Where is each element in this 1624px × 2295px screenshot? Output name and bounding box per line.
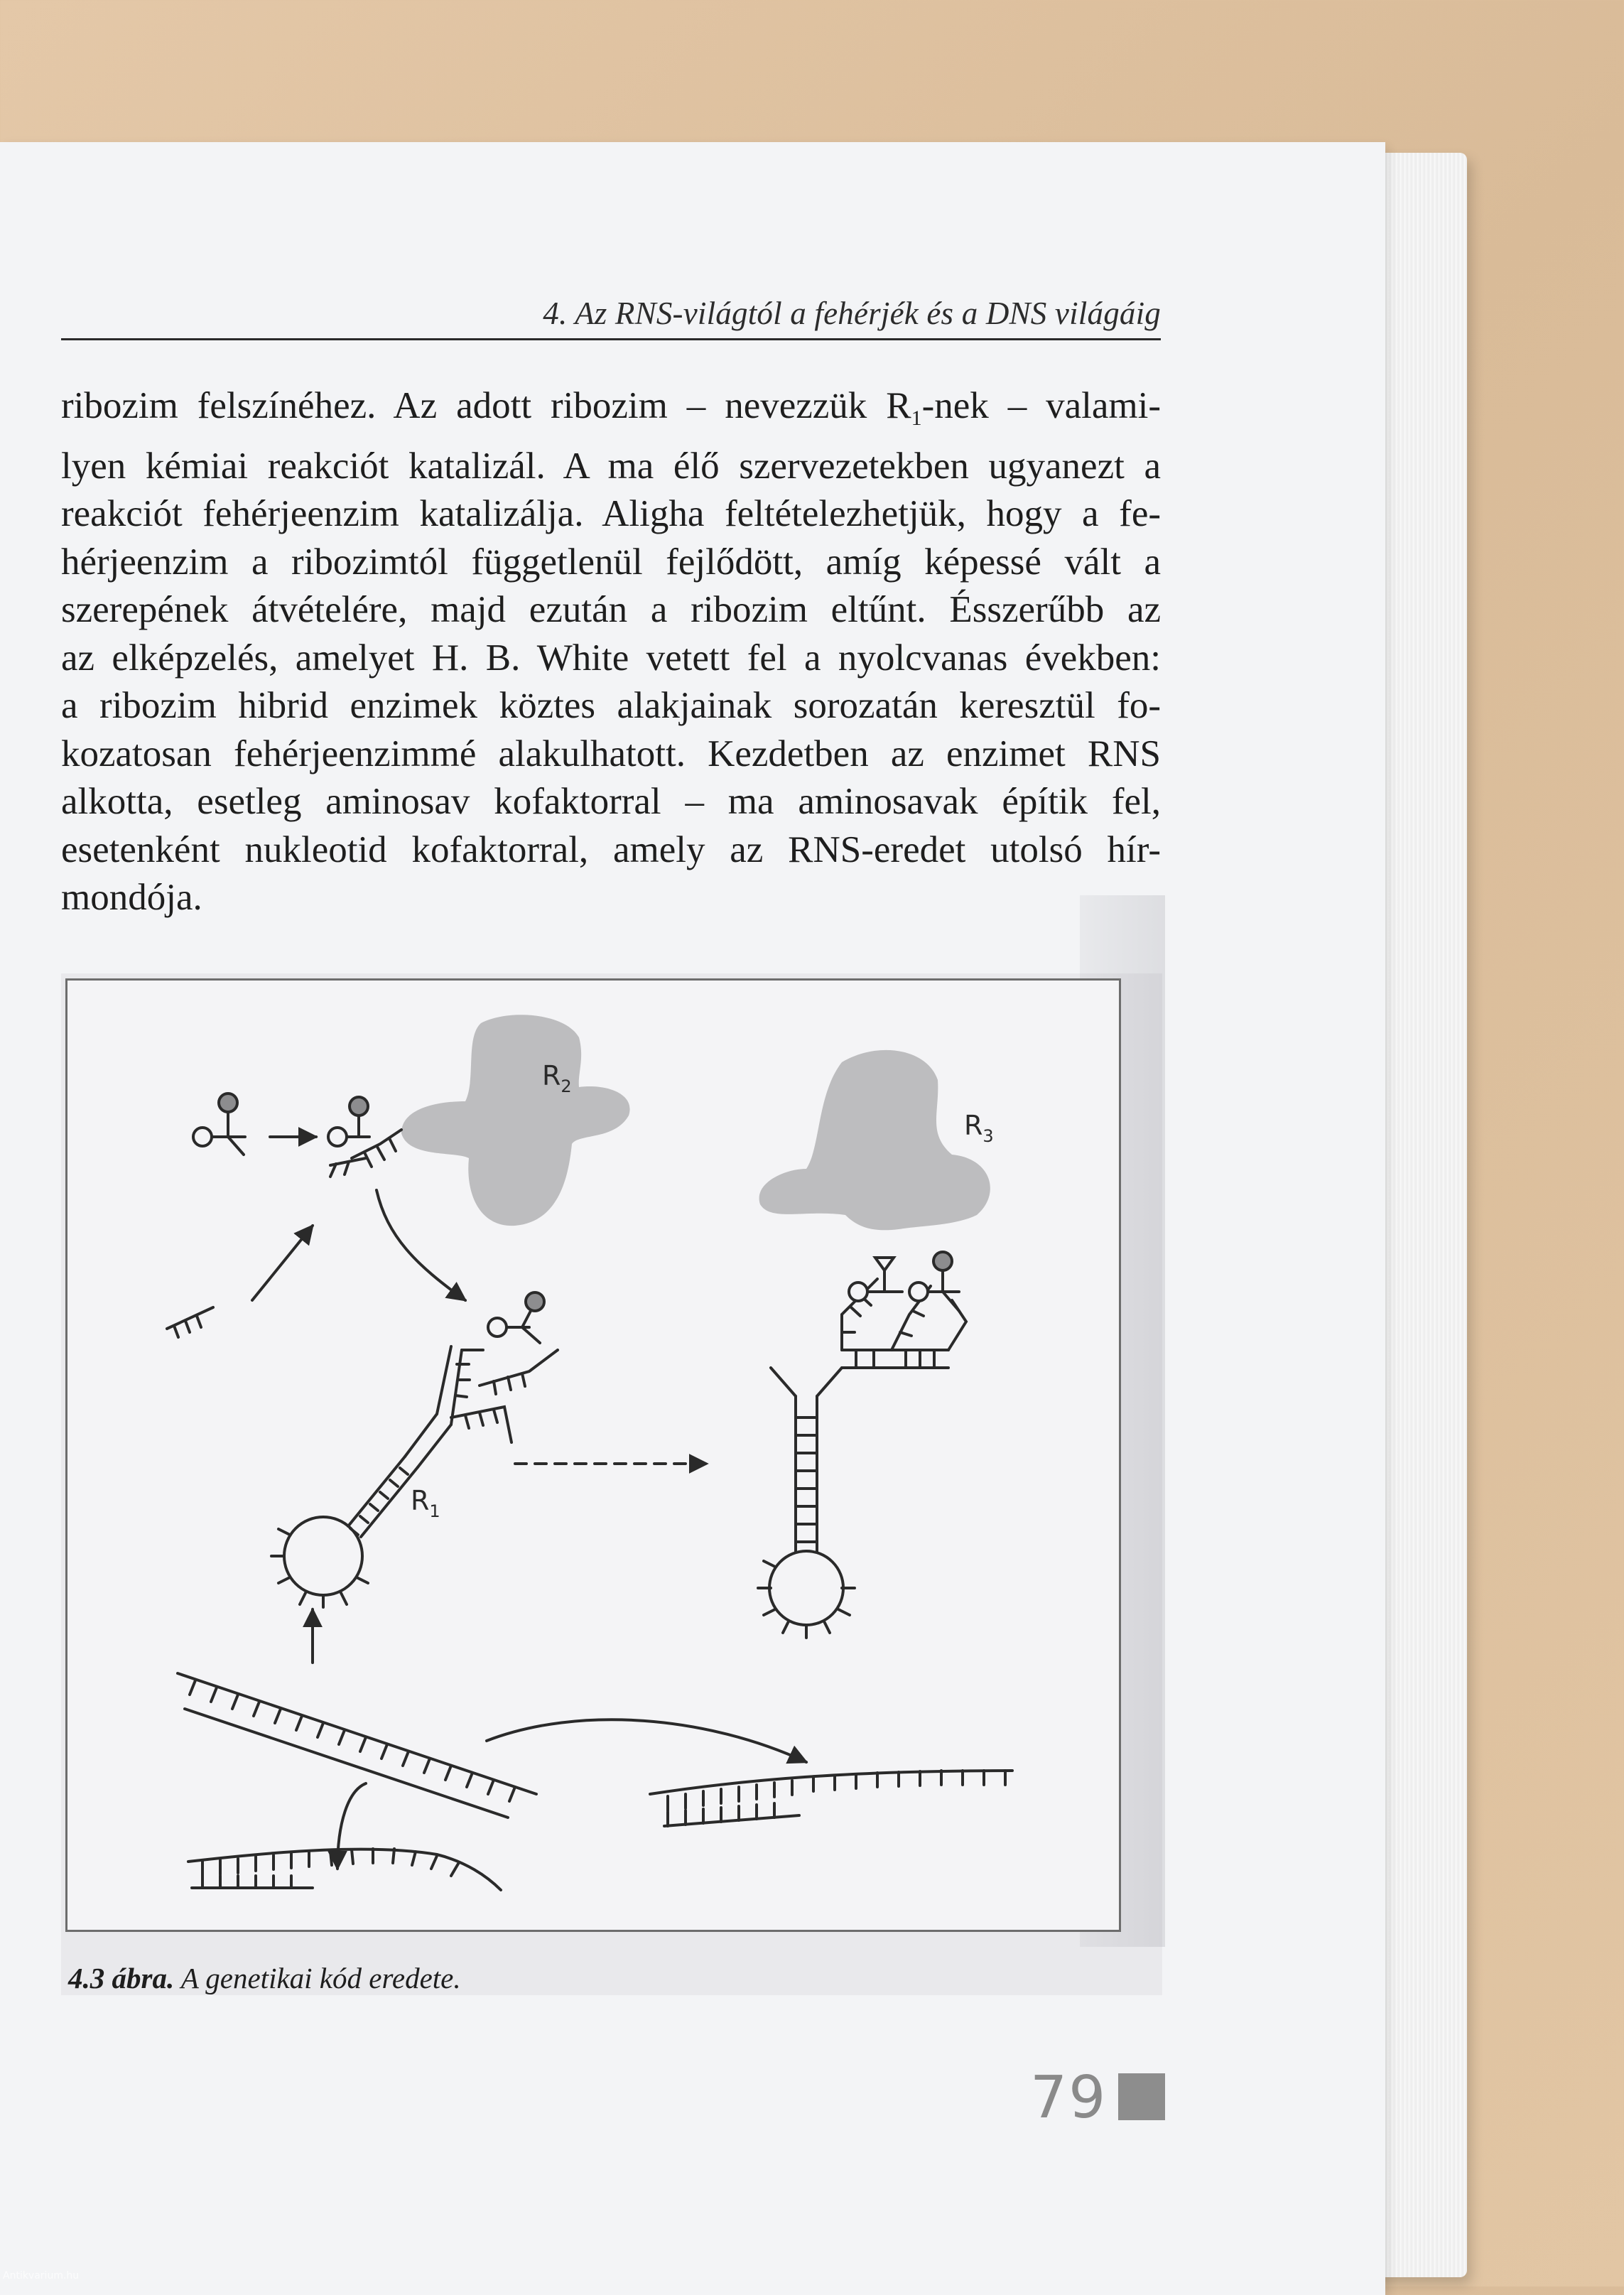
header-rule (61, 338, 1161, 340)
text-line: reakciót fehérjeenzim katalizálja. Aligha feltételezhetjük, hogy a fe- (61, 493, 1161, 534)
double-stranded-rna (178, 1673, 536, 1818)
body-paragraph (61, 382, 1161, 922)
ribozyme-r2-blob (401, 1015, 630, 1226)
figure-4-3 (65, 978, 1121, 1932)
label-r2: $R_2$ (542, 1060, 572, 1096)
text-line: esetenként nukleotid kofaktorral, amely az RNS-eredet utolsó hír- (61, 828, 1161, 870)
short-rna-strand (167, 1307, 213, 1337)
page-number-square (1118, 2073, 1165, 2120)
running-head: 4. Az RNS-világtól a fehérjék és a DNS világáig (543, 296, 1161, 331)
text-line: mondója. (61, 877, 202, 918)
caption-text: A genetikai kód eredete. (174, 1962, 461, 1994)
page-number: 79 (1030, 2064, 1108, 2132)
ribozyme-r3-substrate (758, 1252, 966, 1638)
caption-number: 4.3 ábra. (68, 1962, 175, 1994)
bound-nucleotide-r2 (328, 1097, 401, 1177)
text-line: alkotta, esetleg aminosav kofaktorral – ma aminosavak építik fel, (61, 781, 1161, 822)
arrow-to-right-strand (487, 1719, 806, 1762)
text-line: a ribozim hibrid enzimek köztes alakjainak sorozatán keresztül fo- (61, 685, 1161, 726)
text-line: az elképzelés, amelyet H. B. White vetett fel a nyolcvanas években: (61, 637, 1161, 679)
text-line: lyen kémiai reakciót katalizál. A ma élő szervezetekben ugyanezt a (61, 445, 1161, 487)
text-line: szerepének átvételére, majd ezután a ribozim eltűnt. Ésszerűbb az (61, 589, 1161, 630)
arrow-to-r1 (377, 1190, 465, 1300)
label-r3: $R_3$ (964, 1110, 994, 1146)
partial-duplex-right (650, 1771, 1012, 1826)
subscript: 1 (911, 406, 922, 430)
label-r1: $R_1$ (411, 1485, 440, 1521)
free-nucleotide (193, 1094, 245, 1155)
partial-duplex-left (188, 1849, 501, 1890)
text-line: kozatosan fehérjeenzimmé alakulhatott. Kezdetben az enzimet RNS (61, 733, 1161, 774)
ribozyme-r1-hairpin (271, 1292, 558, 1607)
watermark: Antikvarium.hu (3, 2270, 80, 2282)
genetic-code-origin-diagram (67, 981, 1119, 1930)
ribozyme-r3-blob (759, 1050, 990, 1230)
figure-caption (68, 1961, 461, 1995)
arrow-to-r2 (252, 1226, 313, 1300)
text-line: hérjeenzim a ribozimtól függetlenül fejlődött, amíg képessé vált a (61, 541, 1161, 583)
text-line: ribozim felszínéhez. Az adott ribozim – nevezzük $R_1$-nek – valami- (61, 385, 1161, 430)
